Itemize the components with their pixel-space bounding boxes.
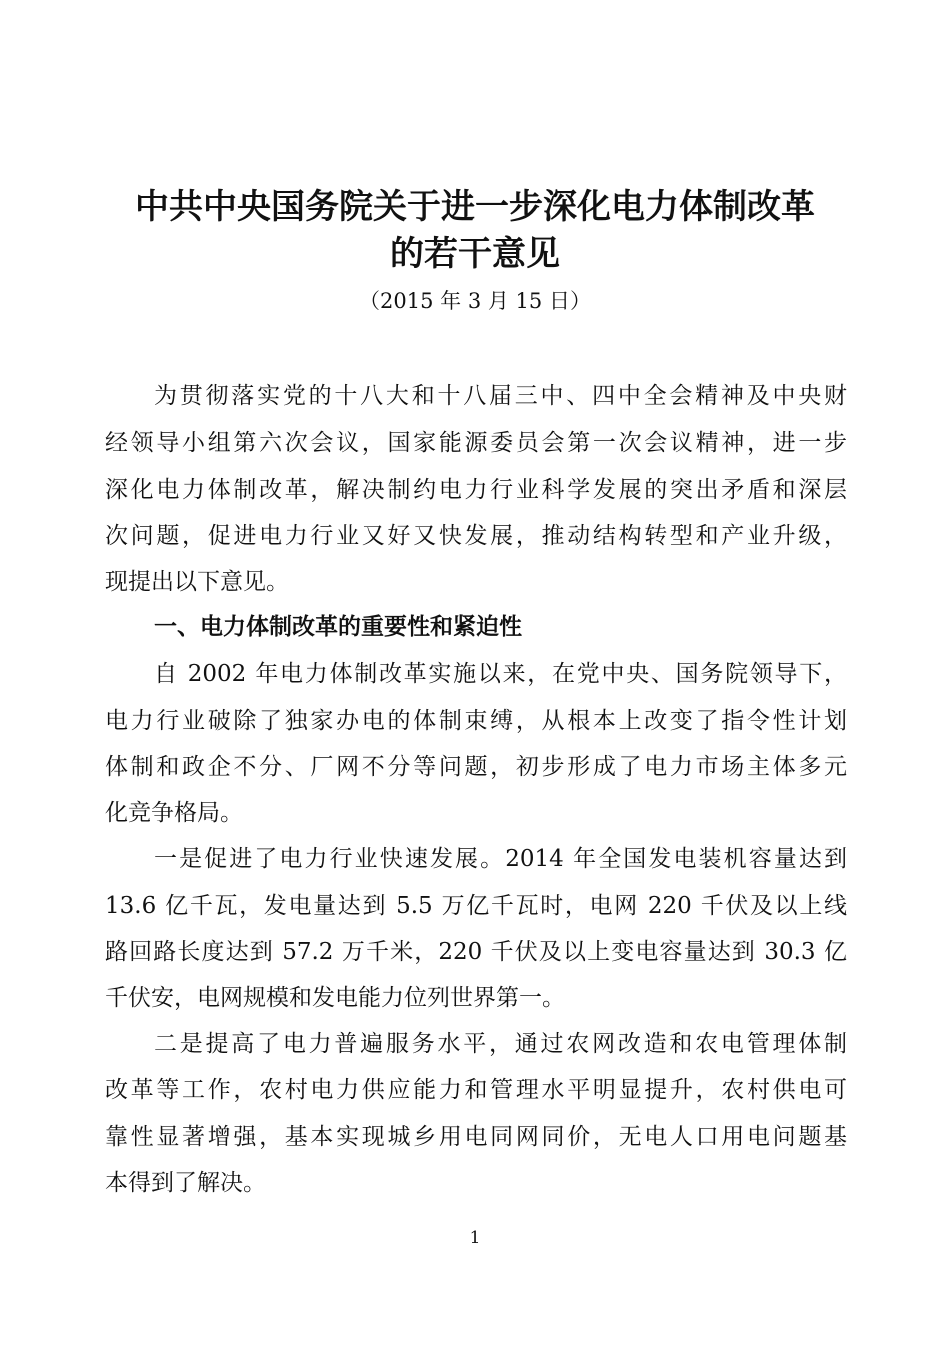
paragraph-4-line-3: 靠性显著增强，基本实现城乡用电同网同价，无电人口用电问题基 xyxy=(105,1124,847,1150)
paragraph-3-line-2: 13.6 亿千瓦，发电量达到 5.5 万亿千瓦时，电网 220 千伏及以上线 xyxy=(105,893,847,919)
paragraph-1-line-2: 经领导小组第六次会议，国家能源委员会第一次会议精神，进一步 xyxy=(105,430,847,456)
paragraph-1-line-3: 深化电力体制改革，解决制约电力行业科学发展的突出矛盾和深层 xyxy=(105,477,847,503)
paragraph-2-line-2: 电力行业破除了独家办电的体制束缚，从根本上改变了指令性计划 xyxy=(105,708,847,734)
section-heading-1: 一、电力体制改革的重要性和紧迫性 xyxy=(154,614,522,640)
paragraph-3-line-1: 一是促进了电力行业快速发展。2014 年全国发电装机容量达到 xyxy=(154,846,847,872)
paragraph-1-line-5: 现提出以下意见。 xyxy=(105,569,289,595)
paragraph-4-line-2: 改革等工作，农村电力供应能力和管理水平明显提升，农村供电可 xyxy=(105,1077,847,1103)
paragraph-3-line-3: 路回路长度达到 57.2 万千米，220 千伏及以上变电容量达到 30.3 亿 xyxy=(105,939,847,965)
paragraph-3-line-4: 千伏安，电网规模和发电能力位列世界第一。 xyxy=(105,985,565,1011)
paragraph-2-line-3: 体制和政企不分、厂网不分等问题，初步形成了电力市场主体多元 xyxy=(105,754,847,780)
document-date: （2015 年 3 月 15 日） xyxy=(359,289,591,313)
paragraph-4-line-4: 本得到了解决。 xyxy=(105,1170,266,1196)
document-title-line-2: 的若干意见 xyxy=(390,234,560,274)
paragraph-1-line-4: 次问题，促进电力行业又好又快发展，推动结构转型和产业升级， xyxy=(105,523,847,549)
paragraph-1-line-1: 为贯彻落实党的十八大和十八届三中、四中全会精神及中央财 xyxy=(154,383,847,409)
page-number: 1 xyxy=(469,1228,481,1248)
document-title-line-1: 中共中央国务院关于进一步深化电力体制改革 xyxy=(135,187,815,227)
paragraph-4-line-1: 二是提高了电力普遍服务水平，通过农网改造和农电管理体制 xyxy=(154,1031,847,1057)
paragraph-2-line-4: 化竞争格局。 xyxy=(105,800,243,826)
paragraph-2-line-1: 自 2002 年电力体制改革实施以来，在党中央、国务院领导下， xyxy=(154,661,847,687)
